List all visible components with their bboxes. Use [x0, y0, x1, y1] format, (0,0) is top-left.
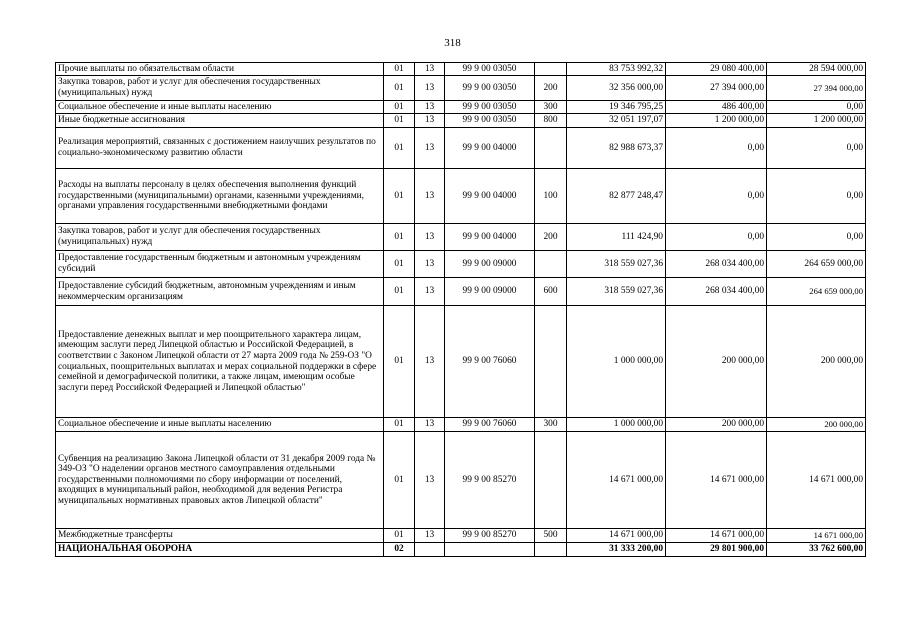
- subsection-code-cell: 13: [415, 128, 445, 169]
- section-code-cell: 01: [384, 306, 415, 418]
- target-article-cell: 99 9 00 85270: [445, 432, 535, 529]
- subsection-code-cell: 13: [415, 251, 445, 278]
- amount-year1-cell: 318 559 027,36: [567, 278, 666, 306]
- expense-type-cell: 300: [535, 418, 567, 432]
- amount-year2-cell: 0,00: [666, 128, 767, 169]
- subsection-code-cell: 13: [415, 76, 445, 101]
- expense-name-cell: Межбюджетные трансферты: [56, 529, 384, 543]
- subsection-code-cell: 13: [415, 224, 445, 251]
- subsection-code-cell: 13: [415, 278, 445, 306]
- amount-year1-cell: 1 000 000,00: [567, 418, 666, 432]
- expense-name-cell: Иные бюджетные ассигнования: [56, 114, 384, 128]
- section-code-cell: 01: [384, 278, 415, 306]
- amount-year3-cell: 0,00: [767, 169, 866, 224]
- section-code-cell: 01: [384, 529, 415, 543]
- amount-year1-cell: 14 671 000,00: [567, 529, 666, 543]
- amount-year2-cell: 29 080 400,00: [666, 63, 767, 76]
- subsection-code-cell: 13: [415, 418, 445, 432]
- amount-year1-cell: 32 356 000,00: [567, 76, 666, 101]
- subsection-code-cell: 13: [415, 169, 445, 224]
- amount-year3-cell: 14 671 000,00: [767, 432, 866, 529]
- table-total-row: [56, 543, 866, 557]
- amount-year3-cell: 200 000,00: [767, 418, 866, 432]
- expense-name-cell: Социальное обеспечение и иные выплаты населению: [56, 418, 384, 432]
- subsection-code-cell: 13: [415, 101, 445, 114]
- expense-name-cell: Предоставление денежных выплат и мер поощрительного характера лицам, имеющим заслуги перед Липецкой областью и Российской Федерацией, в соответствии с Законом Липецкой области от 27 марта 2009 года № 259-ОЗ "О социальных, поощрительных выплатах и мерах социальной поддержки в сфере семейной и демографической политики, а также лицам, имеющим особые заслуги перед Российской Федерацией и Липецкой областью": [56, 306, 384, 418]
- target-article-cell: 99 9 00 04000: [445, 169, 535, 224]
- target-article-cell: 99 9 00 03050: [445, 101, 535, 114]
- amount-year3-cell: 0,00: [767, 128, 866, 169]
- amount-year1-cell: 31 333 200,00: [567, 543, 666, 557]
- subsection-code-cell: 13: [415, 529, 445, 543]
- section-code-cell: 01: [384, 63, 415, 76]
- expense-type-cell: [535, 543, 567, 557]
- section-code-cell: 01: [384, 251, 415, 278]
- amount-year3-cell: 33 762 600,00: [767, 543, 866, 557]
- amount-year2-cell: 200 000,00: [666, 306, 767, 418]
- expense-name-cell: Закупка товаров, работ и услуг для обеспечения государственных (муниципальных) нужд: [56, 224, 384, 251]
- target-article-cell: 99 9 00 04000: [445, 224, 535, 251]
- section-code-cell: 01: [384, 224, 415, 251]
- amount-year3-cell: 28 594 000,00: [767, 63, 866, 76]
- page-number: 318: [444, 37, 461, 49]
- expense-name-cell: Расходы на выплаты персоналу в целях обеспечения выполнения функций государственными (муниципальными) органами, казенными учреждениями, органами управления государственными внебюджетными фондами: [56, 169, 384, 224]
- expense-type-cell: [535, 306, 567, 418]
- expense-name-cell: Прочие выплаты по обязательствам области: [56, 63, 384, 76]
- amount-year1-cell: 1 000 000,00: [567, 306, 666, 418]
- amount-year2-cell: 0,00: [666, 224, 767, 251]
- amount-year3-cell: 200 000,00: [767, 306, 866, 418]
- section-code-cell: 01: [384, 114, 415, 128]
- table-body: [56, 63, 866, 557]
- expense-type-cell: [535, 432, 567, 529]
- table-row: [56, 432, 866, 529]
- amount-year2-cell: 14 671 000,00: [666, 529, 767, 543]
- section-code-cell: 01: [384, 169, 415, 224]
- amount-year3-cell: 264 659 000,00: [767, 251, 866, 278]
- amount-year3-cell: 27 394 000,00: [767, 76, 866, 101]
- expense-type-cell: [535, 251, 567, 278]
- amount-year2-cell: 200 000,00: [666, 418, 767, 432]
- table-row: [56, 169, 866, 224]
- target-article-cell: 99 9 00 03050: [445, 114, 535, 128]
- expense-type-cell: 100: [535, 169, 567, 224]
- expense-name-cell: НАЦИОНАЛЬНАЯ ОБОРОНА: [56, 543, 384, 557]
- amount-year3-cell: 0,00: [767, 101, 866, 114]
- target-article-cell: 99 9 00 76060: [445, 418, 535, 432]
- subsection-code-cell: 13: [415, 63, 445, 76]
- target-article-cell: [445, 543, 535, 557]
- expense-name-cell: Предоставление государственным бюджетным и автономным учреждениям субсидий: [56, 251, 384, 278]
- amount-year2-cell: 14 671 000,00: [666, 432, 767, 529]
- expense-type-cell: 300: [535, 101, 567, 114]
- table-row: [56, 76, 866, 101]
- amount-year2-cell: 268 034 400,00: [666, 278, 767, 306]
- table-row: [56, 224, 866, 251]
- amount-year2-cell: 29 801 900,00: [666, 543, 767, 557]
- table-row: [56, 306, 866, 418]
- expense-type-cell: [535, 63, 567, 76]
- subsection-code-cell: 13: [415, 432, 445, 529]
- amount-year1-cell: 32 051 197,07: [567, 114, 666, 128]
- table-row: [56, 418, 866, 432]
- amount-year1-cell: 82 877 248,47: [567, 169, 666, 224]
- expense-type-cell: 200: [535, 76, 567, 101]
- amount-year3-cell: 1 200 000,00: [767, 114, 866, 128]
- expense-name-cell: Предоставление субсидий бюджетным, автономным учреждениям и иным некоммерческим организациям: [56, 278, 384, 306]
- expense-type-cell: 600: [535, 278, 567, 306]
- amount-year2-cell: 1 200 000,00: [666, 114, 767, 128]
- target-article-cell: 99 9 00 09000: [445, 251, 535, 278]
- expense-name-cell: Закупка товаров, работ и услуг для обеспечения государственных (муниципальных) нужд: [56, 76, 384, 101]
- amount-year3-cell: 264 659 000,00: [767, 278, 866, 306]
- expense-type-cell: [535, 128, 567, 169]
- amount-year1-cell: 19 346 795,25: [567, 101, 666, 114]
- expense-name-cell: Социальное обеспечение и иные выплаты населению: [56, 101, 384, 114]
- expense-name-cell: Субвенция на реализацию Закона Липецкой области от 31 декабря 2009 года № 349-ОЗ "О наделении органов местного самоуправления отдельными государственными полномочиями по сбору информации от поселений, входящих в муниципальный район, необходимой для ведения Регистра муниципальных нормативных правовых актов Липецкой области": [56, 432, 384, 529]
- target-article-cell: 99 9 00 03050: [445, 76, 535, 101]
- target-article-cell: 99 9 00 76060: [445, 306, 535, 418]
- table-row: [56, 128, 866, 169]
- table-row: [56, 278, 866, 306]
- amount-year3-cell: 0,00: [767, 224, 866, 251]
- section-code-cell: 01: [384, 101, 415, 114]
- amount-year2-cell: 486 400,00: [666, 101, 767, 114]
- subsection-code-cell: [415, 543, 445, 557]
- table-row: [56, 63, 866, 76]
- amount-year1-cell: 318 559 027,36: [567, 251, 666, 278]
- expense-name-cell: Реализация мероприятий, связанных с достижением наилучших результатов по социально-экономическому развитию области: [56, 128, 384, 169]
- section-code-cell: 01: [384, 432, 415, 529]
- amount-year1-cell: 111 424,90: [567, 224, 666, 251]
- table-row: [56, 251, 866, 278]
- amount-year1-cell: 82 988 673,37: [567, 128, 666, 169]
- budget-table: [55, 62, 866, 557]
- table-row: [56, 529, 866, 543]
- amount-year1-cell: 14 671 000,00: [567, 432, 666, 529]
- table-row: [56, 114, 866, 128]
- target-article-cell: 99 9 00 85270: [445, 529, 535, 543]
- subsection-code-cell: 13: [415, 306, 445, 418]
- expense-type-cell: 500: [535, 529, 567, 543]
- amount-year2-cell: 0,00: [666, 169, 767, 224]
- expense-type-cell: 200: [535, 224, 567, 251]
- target-article-cell: 99 9 00 03050: [445, 63, 535, 76]
- amount-year3-cell: 14 671 000,00: [767, 529, 866, 543]
- subsection-code-cell: 13: [415, 114, 445, 128]
- target-article-cell: 99 9 00 09000: [445, 278, 535, 306]
- target-article-cell: 99 9 00 04000: [445, 128, 535, 169]
- section-code-cell: 01: [384, 76, 415, 101]
- section-code-cell: 01: [384, 418, 415, 432]
- section-code-cell: 01: [384, 128, 415, 169]
- amount-year1-cell: 83 753 992,32: [567, 63, 666, 76]
- table-row: [56, 101, 866, 114]
- expense-type-cell: 800: [535, 114, 567, 128]
- section-code-cell: 02: [384, 543, 415, 557]
- amount-year2-cell: 27 394 000,00: [666, 76, 767, 101]
- amount-year2-cell: 268 034 400,00: [666, 251, 767, 278]
